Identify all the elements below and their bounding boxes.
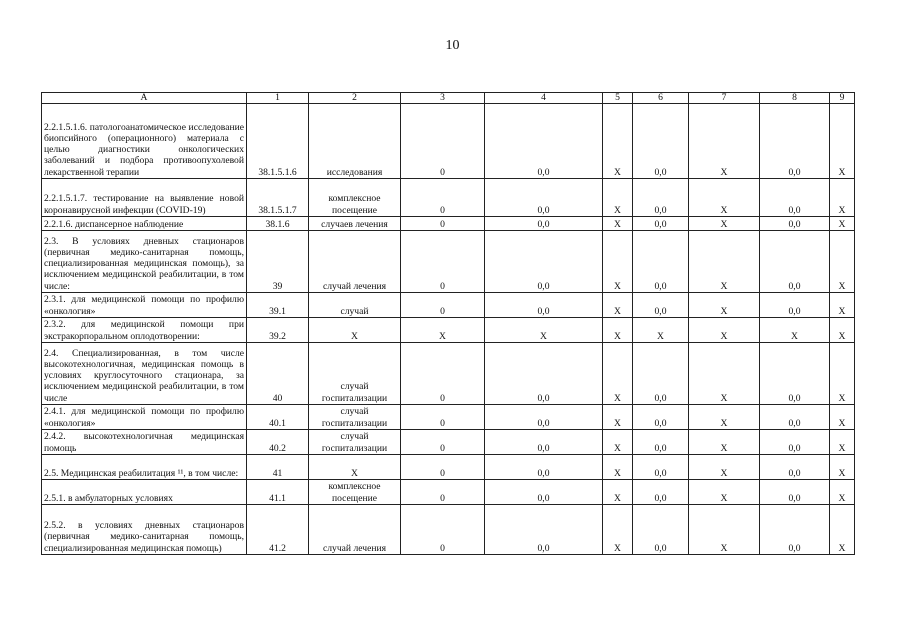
row-unit: комплексное посещение	[309, 480, 401, 505]
row-value: X	[689, 405, 760, 430]
row-unit: случаев лечения	[309, 217, 401, 231]
row-value: 0	[401, 231, 485, 293]
row-value: X	[603, 430, 633, 455]
row-value: 0,0	[485, 231, 603, 293]
row-value: X	[830, 217, 855, 231]
row-value: 0,0	[633, 179, 689, 217]
row-value: X	[689, 343, 760, 405]
row-value: X	[830, 343, 855, 405]
row-value: X	[760, 318, 830, 343]
row-value: 0	[401, 430, 485, 455]
row-value: X	[689, 505, 760, 555]
row-value: 0	[401, 293, 485, 318]
row-value: X	[689, 480, 760, 505]
header-cell: 6	[633, 93, 689, 104]
row-value: 0,0	[760, 179, 830, 217]
row-value: X	[830, 480, 855, 505]
row-value: 0,0	[485, 293, 603, 318]
header-cell: А	[42, 93, 247, 104]
header-cell: 4	[485, 93, 603, 104]
row-value: 0,0	[633, 343, 689, 405]
row-name: 2.3.1. для медицинской помощи по профилю «онкология»	[42, 293, 247, 318]
row-value: 0,0	[633, 430, 689, 455]
table-row	[42, 505, 855, 555]
row-name: 2.5.2. в условиях дневных стационаров (первичная медико-санитарная помощь, специализированная медицинская помощь)	[42, 505, 247, 555]
table-row	[42, 293, 855, 318]
row-value: X	[830, 293, 855, 318]
table-row	[42, 455, 855, 480]
row-value: 0,0	[760, 480, 830, 505]
row-code: 40.1	[247, 405, 309, 430]
row-name: 2.4. Специализированная, в том числе высокотехнологичная, медицинская помощь в условиях круглосуточного стационара, за исключением медицинской реабилитации, в том числе	[42, 343, 247, 405]
row-code: 41.1	[247, 480, 309, 505]
row-value: 0,0	[485, 343, 603, 405]
row-value: 0	[401, 480, 485, 505]
row-value: 0	[401, 104, 485, 179]
row-name: 2.4.1. для медицинской помощи по профилю «онкология»	[42, 405, 247, 430]
table-row	[42, 231, 855, 293]
row-name: 2.5.1. в амбулаторных условиях	[42, 480, 247, 505]
row-value: X	[830, 505, 855, 555]
row-unit: случай госпитализации	[309, 430, 401, 455]
row-value: 0,0	[760, 405, 830, 430]
row-value: X	[830, 318, 855, 343]
row-code: 41.2	[247, 505, 309, 555]
row-code: 38.1.6	[247, 217, 309, 231]
table-row	[42, 179, 855, 217]
row-value: X	[401, 318, 485, 343]
row-unit: комплексное посещение	[309, 179, 401, 217]
row-code: 40	[247, 343, 309, 405]
row-name: 2.2.1.5.1.7. тестирование на выявление новой коронавирусной инфекции (COVID-19)	[42, 179, 247, 217]
row-value: X	[689, 231, 760, 293]
document-table	[41, 92, 855, 555]
row-unit: случай госпитализации	[309, 405, 401, 430]
row-value: 0	[401, 505, 485, 555]
row-value: X	[603, 179, 633, 217]
table-row	[42, 430, 855, 455]
row-value: 0,0	[760, 505, 830, 555]
row-value: 0,0	[485, 405, 603, 430]
row-value: 0,0	[760, 293, 830, 318]
row-code: 39.2	[247, 318, 309, 343]
header-cell: 1	[247, 93, 309, 104]
row-value: 0	[401, 455, 485, 480]
row-value: 0,0	[633, 217, 689, 231]
row-name: 2.2.1.6. диспансерное наблюдение	[42, 217, 247, 231]
table-row	[42, 480, 855, 505]
row-unit: X	[309, 318, 401, 343]
row-unit: случай лечения	[309, 505, 401, 555]
row-value: 0	[401, 179, 485, 217]
row-value: 0,0	[485, 179, 603, 217]
table-header-row	[42, 93, 855, 104]
row-value: X	[689, 293, 760, 318]
row-code: 41	[247, 455, 309, 480]
row-code: 38.1.5.1.6	[247, 104, 309, 179]
row-value: 0,0	[633, 405, 689, 430]
row-value: X	[603, 480, 633, 505]
row-value: 0,0	[760, 455, 830, 480]
row-value: X	[689, 217, 760, 231]
row-name: 2.4.2. высокотехнологичная медицинская помощь	[42, 430, 247, 455]
row-value: 0	[401, 405, 485, 430]
table-row	[42, 405, 855, 430]
row-unit: случай госпитализации	[309, 343, 401, 405]
row-value: 0,0	[633, 455, 689, 480]
row-value: X	[603, 343, 633, 405]
table-row	[42, 318, 855, 343]
row-unit: X	[309, 455, 401, 480]
row-value: X	[830, 430, 855, 455]
row-value: X	[689, 104, 760, 179]
row-code: 38.1.5.1.7	[247, 179, 309, 217]
row-value: 0,0	[633, 293, 689, 318]
table-row	[42, 343, 855, 405]
row-unit: случай	[309, 293, 401, 318]
row-value: 0,0	[760, 104, 830, 179]
row-value: X	[603, 318, 633, 343]
row-value: 0,0	[485, 430, 603, 455]
row-name: 2.2.1.5.1.6. патологоанатомическое исследование биопсийного (операционного) материала с целью диагностики онкологических заболеваний и подбора противоопухолевой лекарственной терапии	[42, 104, 247, 179]
header-cell: 9	[830, 93, 855, 104]
row-value: 0,0	[633, 505, 689, 555]
row-value: X	[603, 505, 633, 555]
table-row	[42, 104, 855, 179]
header-cell: 8	[760, 93, 830, 104]
row-value: X	[603, 455, 633, 480]
row-value: X	[633, 318, 689, 343]
row-code: 39	[247, 231, 309, 293]
header-cell: 2	[309, 93, 401, 104]
row-value: 0,0	[485, 455, 603, 480]
row-code: 40.2	[247, 430, 309, 455]
row-value: 0,0	[760, 217, 830, 231]
row-value: 0,0	[760, 231, 830, 293]
header-cell: 3	[401, 93, 485, 104]
row-value: 0,0	[485, 480, 603, 505]
row-value: X	[689, 455, 760, 480]
row-value: X	[603, 405, 633, 430]
row-value: 0	[401, 343, 485, 405]
row-value: X	[603, 217, 633, 231]
row-value: X	[830, 455, 855, 480]
row-unit: исследования	[309, 104, 401, 179]
row-value: X	[689, 318, 760, 343]
row-value: X	[689, 430, 760, 455]
row-unit: случай лечения	[309, 231, 401, 293]
row-name: 2.3.2. для медицинской помощи при экстракорпоральном оплодотворении:	[42, 318, 247, 343]
table-row	[42, 217, 855, 231]
row-value: 0,0	[485, 505, 603, 555]
page-number: 10	[445, 38, 460, 53]
row-value: X	[603, 231, 633, 293]
row-value: X	[830, 405, 855, 430]
row-value: 0,0	[485, 104, 603, 179]
row-value: 0,0	[760, 343, 830, 405]
row-value: X	[830, 179, 855, 217]
row-value: 0,0	[760, 430, 830, 455]
row-value: X	[603, 293, 633, 318]
row-value: 0,0	[633, 231, 689, 293]
row-value: X	[485, 318, 603, 343]
row-value: X	[830, 231, 855, 293]
row-code: 39.1	[247, 293, 309, 318]
row-value: 0,0	[633, 104, 689, 179]
row-value: X	[830, 104, 855, 179]
header-cell: 7	[689, 93, 760, 104]
row-value: X	[689, 179, 760, 217]
row-name: 2.5. Медицинская реабилитация ¹¹, в том числе:	[42, 455, 247, 480]
row-value: 0,0	[633, 480, 689, 505]
row-value: 0	[401, 217, 485, 231]
row-name: 2.3. В условиях дневных стационаров (первичная медико-санитарная помощь, специализированная медицинская помощь), за исключением медицинской реабилитации, в том числе:	[42, 231, 247, 293]
row-value: X	[603, 104, 633, 179]
row-value: 0,0	[485, 217, 603, 231]
header-cell: 5	[603, 93, 633, 104]
